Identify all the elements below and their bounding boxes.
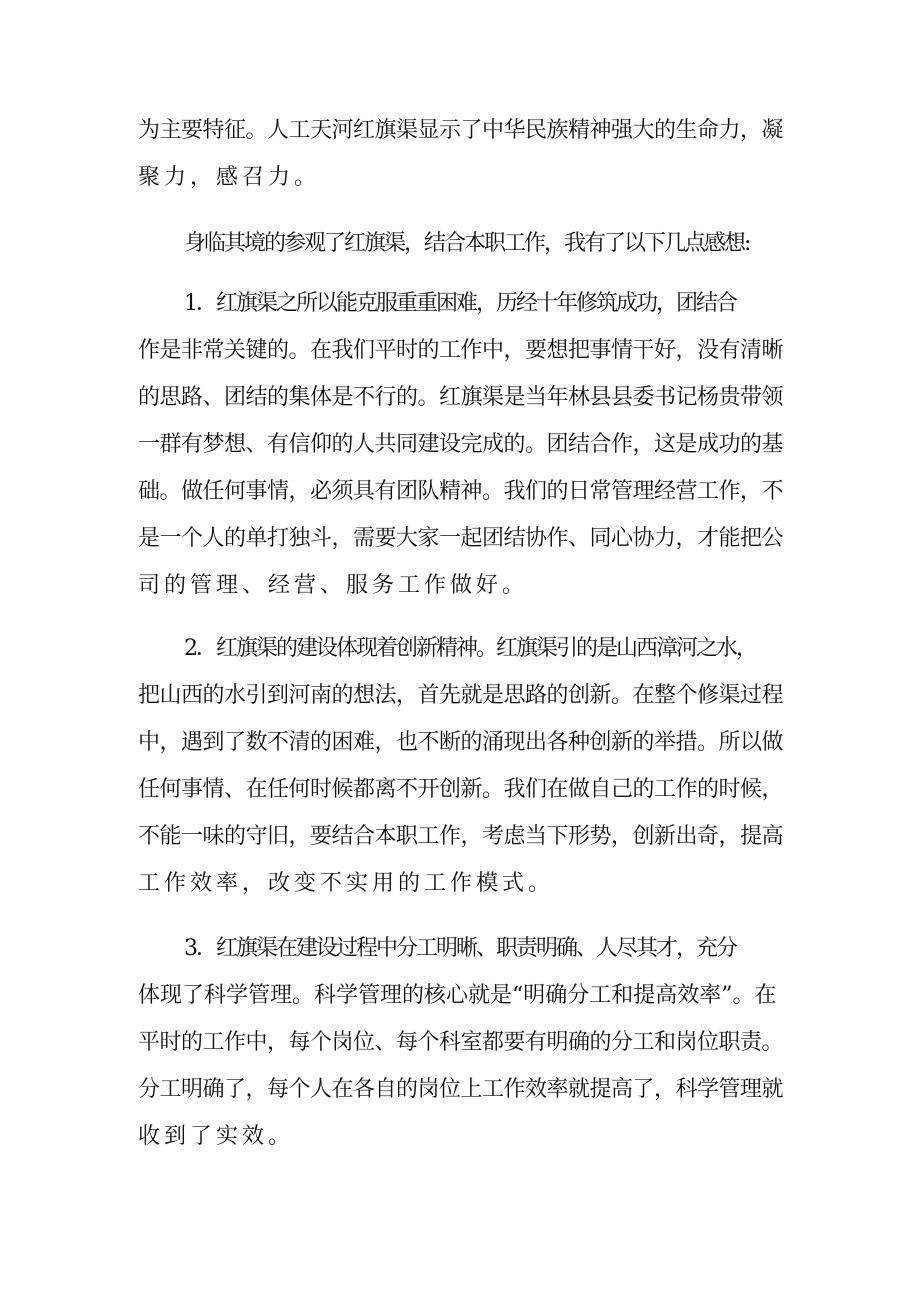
text-line: 3．红旗渠在建设过程中分工明晰、职责明确、人尽其才，充分 [184,936,736,961]
text-line: 体现了科学管理。科学管理的核心就是“明确分工和提高效率”。在 [138,983,777,1008]
text-line: 分工明确了，每个人在各自的岗位上工作效率就提高了，科学管理就 [138,1077,784,1102]
text-line: 工作效率，改变不实用的工作模式。 [138,871,555,896]
text-line: 收到了实效。 [138,1124,295,1149]
text-line: 为主要特征。人工天河红旗渠显示了中华民族精神强大的生命力，凝 [138,118,784,143]
text-line: 聚力，感召力。 [138,165,321,190]
text-line: 不能一味的守旧，要结合本职工作，考虑当下形势，创新出奇，提高 [138,824,784,849]
text-line: 一群有梦想、有信仰的人共同建设完成的。团结合作，这是成功的基 [138,432,784,457]
paragraph-intro: 身临其境的参观了红旗渠，结合本职工作，我有了以下几点感想: [184,231,750,256]
text-line: 司的管理、经营、服务工作做好。 [138,573,529,598]
text-line: 2．红旗渠的建设体现着创新精神。红旗渠引的是山西漳河之水， [184,636,756,661]
text-line: 作是非常关键的。在我们平时的工作中，要想把事情干好，没有清晰 [138,338,784,363]
text-line: 础。做任何事情，必须具有团队精神。我们的日常管理经营工作，不 [138,479,784,504]
text-line: 的思路、团结的集体是不行的。红旗渠是当年林县县委书记杨贵带领 [138,385,784,410]
text-line: 任何事情、在任何时候都离不开创新。我们在做自己的工作的时候， [138,777,784,802]
text-line: 把山西的水引到河南的想法，首先就是思路的创新。在整个修渠过程 [138,683,784,708]
text-line: 平时的工作中，每个岗位、每个科室都要有明确的分工和岗位职责。 [138,1030,784,1055]
text-line: 是一个人的单打独斗，需要大家一起团结协作、同心协力，才能把公 [138,526,784,551]
text-line: 1．红旗渠之所以能克服重重困难，历经十年修筑成功，团结合 [184,291,736,316]
text-line: 中，遇到了数不清的困难，也不断的涌现出各种创新的举措。所以做 [138,730,784,755]
